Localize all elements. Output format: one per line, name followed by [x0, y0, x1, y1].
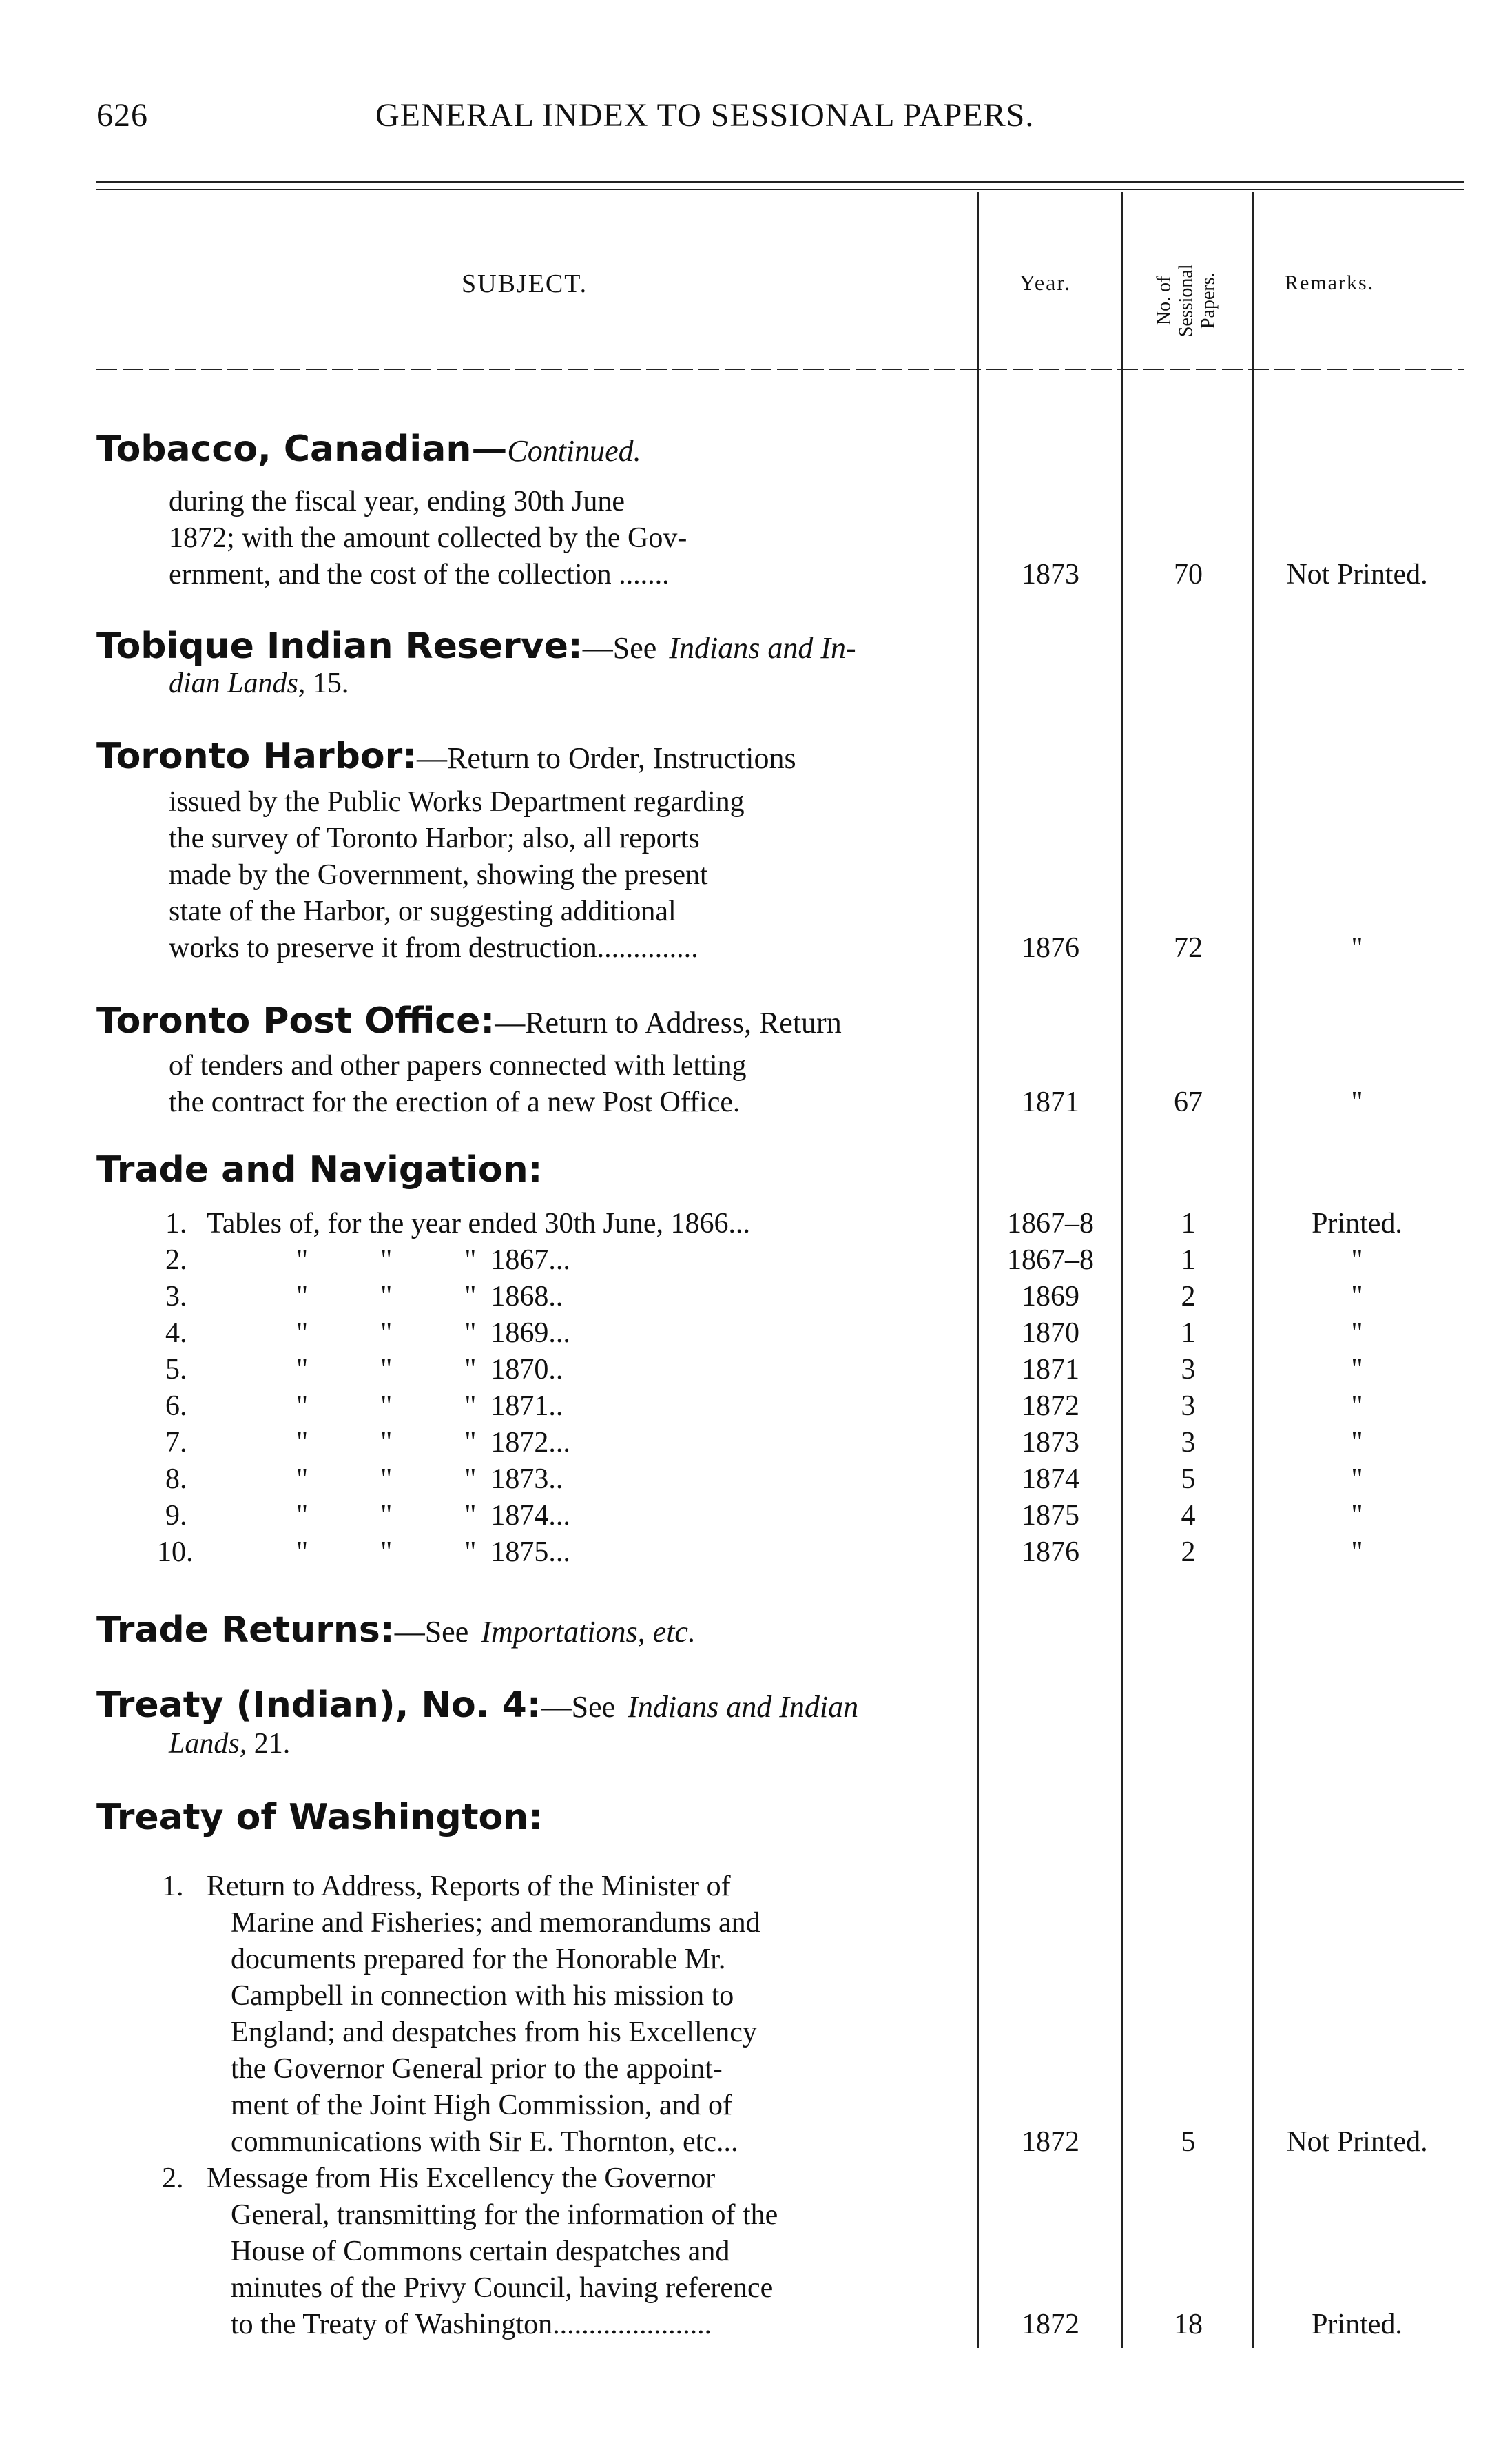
trade-row-year: 1872: [1022, 1390, 1079, 1422]
column-header-remarks: Remarks.: [1285, 271, 1375, 294]
treaty-item1-line: England; and despatches from his Excellency: [231, 2017, 757, 2048]
tobique-ref1: Indians and In-: [669, 631, 856, 665]
trade-row-number-papers: 2: [1181, 1536, 1196, 1568]
sessional-header-line3: Papers.: [1198, 272, 1220, 329]
trade-row-remarks: ": [1351, 1536, 1363, 1568]
treaty-indian-ref1: Indians and Indian: [628, 1690, 859, 1724]
trade-row-year: 1873: [1022, 1427, 1079, 1458]
header-rule: [96, 369, 1464, 370]
post-office-remarks: ": [1351, 1086, 1363, 1118]
treaty-item1-line: communications with Sir E. Thornton, etc...: [231, 2126, 738, 2158]
trade-row-text: " " " 1871..: [296, 1390, 563, 1422]
trade-row-year: 1874: [1022, 1463, 1079, 1495]
tobique-title-text: Tobique Indian Reserve:: [96, 626, 583, 667]
treaty-item2-remarks: Printed.: [1312, 2309, 1402, 2340]
tobacco-number: 70: [1174, 559, 1203, 590]
trade-row-year: 1875: [1022, 1500, 1079, 1532]
trade-row-number-papers: 1: [1181, 1317, 1196, 1349]
trade-row-number: 1.: [165, 1208, 187, 1239]
treaty-item2-year: 1872: [1022, 2309, 1079, 2340]
top-rule-thin: [96, 189, 1464, 190]
trade-row-year: 1870: [1022, 1317, 1079, 1349]
post-office-title-text: Toronto Post Office:: [96, 1000, 495, 1042]
entry-title-treaty-indian: [96, 1684, 858, 1726]
trade-row-year: 1876: [1022, 1536, 1079, 1568]
harbor-line-4: state of the Harbor, or suggesting additional: [169, 896, 676, 927]
trade-row-number: 8.: [165, 1463, 187, 1495]
trade-row-number: 6.: [165, 1390, 187, 1422]
entry-title-treaty-washington: Treaty of Washington:: [96, 1797, 543, 1838]
harbor-year: 1876: [1022, 932, 1079, 964]
trade-row-number: 9.: [165, 1500, 187, 1532]
harbor-dash-text: —Return to Order, Instructions: [417, 741, 796, 775]
tobique-ref-line2: [169, 667, 349, 700]
trade-row-number-papers: 5: [1181, 1463, 1196, 1495]
treaty-item2-line: minutes of the Privy Council, having reference: [231, 2272, 774, 2304]
trade-row-year: 1871: [1022, 1354, 1079, 1385]
trade-row-text: " " " 1872...: [296, 1427, 570, 1458]
treaty-indian-ref2: Lands,: [169, 1728, 247, 1760]
page-title: GENERAL INDEX TO SESSIONAL PAPERS.: [375, 97, 1035, 134]
trade-row-text: Tables of, for the year ended 30th June, 1866...: [207, 1208, 750, 1239]
trade-row-text: " " " 1874...: [296, 1500, 570, 1532]
treaty-item2-line: to the Treaty of Washington......................: [231, 2309, 712, 2340]
trade-row-text: " " " 1869...: [296, 1317, 570, 1349]
trade-row-number-papers: 3: [1181, 1354, 1196, 1385]
top-rule: [96, 181, 1464, 183]
trade-row-number: 7.: [165, 1427, 187, 1458]
treaty-indian-ref-num: 21.: [253, 1728, 291, 1760]
treaty-item1-number: 1.: [162, 1870, 184, 1902]
treaty-indian-see: —See: [541, 1690, 616, 1724]
trade-row-number-papers: 1: [1181, 1244, 1196, 1276]
trade-row-remarks: ": [1351, 1500, 1363, 1532]
trade-row-remarks: ": [1351, 1354, 1363, 1385]
post-office-dash-text: —Return to Address, Return: [495, 1006, 842, 1040]
trade-row-number-papers: 3: [1181, 1390, 1196, 1422]
treaty-item1-year: 1872: [1022, 2126, 1079, 2158]
treaty-item1-line: Campbell in connection with his mission to: [231, 1980, 734, 2012]
trade-row-number: 2.: [165, 1244, 187, 1276]
harbor-line-2: the survey of Toronto Harbor; also, all reports: [169, 823, 700, 854]
harbor-line-1: issued by the Public Works Department regarding: [169, 786, 745, 818]
tobique-ref-num: 15.: [312, 668, 349, 699]
trade-row-number: 4.: [165, 1317, 187, 1349]
harbor-number: 72: [1174, 932, 1203, 964]
tobacco-continued: Continued.: [507, 434, 641, 468]
trade-row-remarks: ": [1351, 1244, 1363, 1276]
treaty-item1-line: the Governor General prior to the appoint-: [231, 2053, 723, 2085]
trade-returns-ref: Importations, etc.: [481, 1615, 696, 1649]
trade-row-number-papers: 1: [1181, 1208, 1196, 1239]
entry-title-tobacco: [96, 429, 641, 470]
trade-row-remarks: ": [1351, 1427, 1363, 1458]
treaty-item1-line: Return to Address, Reports of the Minister of: [207, 1870, 731, 1902]
post-office-number: 67: [1174, 1086, 1203, 1118]
trade-row-year: 1867–8: [1007, 1208, 1094, 1239]
entry-title-tobique: [96, 626, 856, 667]
harbor-title-text: Toronto Harbor:: [96, 736, 417, 777]
treaty-item2-line: Message from His Excellency the Governor: [207, 2163, 716, 2194]
sessional-header-line1: No. of: [1153, 276, 1175, 326]
post-office-year: 1871: [1022, 1086, 1079, 1118]
trade-row-remarks: ": [1351, 1317, 1363, 1349]
entry-title-toronto-harbor: [96, 736, 796, 777]
column-header-sessional: [1121, 192, 1252, 371]
tobique-ref2: dian Lands,: [169, 668, 306, 699]
trade-row-year: 1867–8: [1007, 1244, 1094, 1276]
tobacco-year: 1873: [1022, 559, 1079, 590]
trade-row-text: " " " 1867...: [296, 1244, 570, 1276]
treaty-item2-number-papers: 18: [1174, 2309, 1203, 2340]
treaty-item1-remarks: Not Printed.: [1286, 2126, 1428, 2158]
trade-row-text: " " " 1875...: [296, 1536, 570, 1568]
trade-row-year: 1869: [1022, 1281, 1079, 1312]
treaty-item1-line: documents prepared for the Honorable Mr.: [231, 1944, 726, 1975]
entry-title-trade-navigation: Trade and Navigation:: [96, 1149, 543, 1190]
trade-row-number-papers: 2: [1181, 1281, 1196, 1312]
harbor-line-5: works to preserve it from destruction..............: [169, 932, 698, 964]
tobacco-remarks: Not Printed.: [1286, 559, 1428, 590]
trade-row-number: 10.: [157, 1536, 194, 1568]
treaty-item2-line: House of Commons certain despatches and: [231, 2236, 730, 2267]
treaty-indian-title-text: Treaty (Indian), No. 4:: [96, 1684, 541, 1726]
trade-row-number-papers: 3: [1181, 1427, 1196, 1458]
post-office-line-2: the contract for the erection of a new Post Office.: [169, 1086, 741, 1118]
treaty-item1-line: Marine and Fisheries; and memorandums and: [231, 1907, 760, 1939]
trade-row-remarks: Printed.: [1312, 1208, 1402, 1239]
trade-row-remarks: ": [1351, 1390, 1363, 1422]
tobacco-title-text: Tobacco, Canadian—: [96, 429, 508, 470]
sessional-header-line2: Sessional: [1175, 264, 1197, 338]
trade-row-text: " " " 1868..: [296, 1281, 563, 1312]
treaty-item2-line: General, transmitting for the information of the: [231, 2199, 778, 2231]
trade-returns-see: —See: [394, 1615, 469, 1649]
column-header-subject: SUBJECT.: [462, 269, 588, 298]
trade-row-number: 5.: [165, 1354, 187, 1385]
post-office-line-1: of tenders and other papers connected with letting: [169, 1050, 747, 1082]
harbor-remarks: ": [1351, 932, 1363, 964]
tobacco-line-3: ernment, and the cost of the collection .......: [169, 559, 670, 590]
column-header-year: Year.: [1019, 270, 1072, 295]
trade-row-text: " " " 1873..: [296, 1463, 563, 1495]
tobacco-line-2: 1872; with the amount collected by the Gov-: [169, 522, 687, 554]
trade-row-remarks: ": [1351, 1281, 1363, 1312]
entry-title-trade-returns: [96, 1609, 696, 1651]
column-divider-subject: [977, 192, 979, 2348]
treaty-item1-number-papers: 5: [1181, 2126, 1196, 2158]
trade-row-remarks: ": [1351, 1463, 1363, 1495]
tobique-see: —See: [582, 631, 657, 665]
harbor-line-3: made by the Government, showing the present: [169, 859, 708, 891]
column-divider-year: [1121, 192, 1123, 2348]
treaty-item1-line: ment of the Joint High Commission, and of: [231, 2090, 732, 2121]
page-number: 626: [96, 97, 148, 134]
entry-title-toronto-post-office: [96, 1000, 842, 1042]
trade-row-text: " " " 1870..: [296, 1354, 563, 1385]
trade-row-number-papers: 4: [1181, 1500, 1196, 1532]
trade-returns-title-text: Trade Returns:: [96, 1609, 395, 1651]
trade-row-number: 3.: [165, 1281, 187, 1312]
treaty-item2-number: 2.: [162, 2163, 184, 2194]
treaty-indian-ref-line2: [169, 1727, 290, 1760]
tobacco-line-1: during the fiscal year, ending 30th June: [169, 486, 625, 517]
